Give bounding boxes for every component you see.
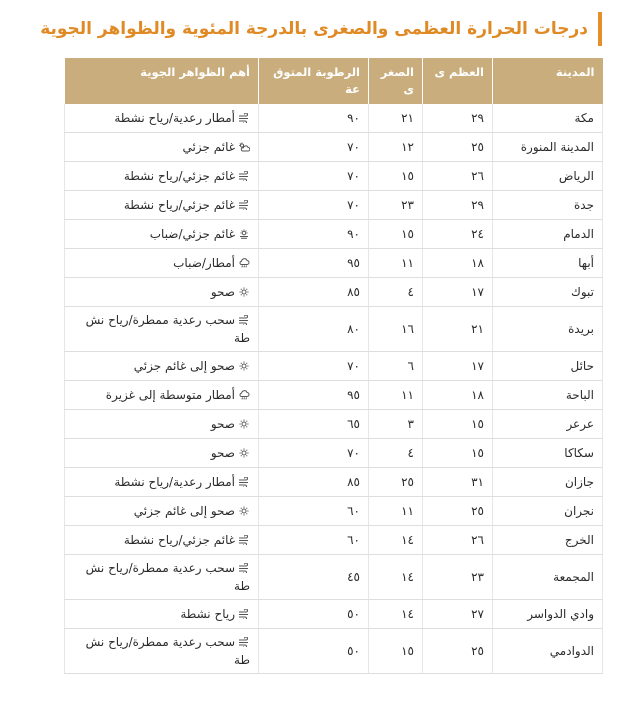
weather-text: غائم جزئي/رياح نشطة xyxy=(123,198,235,212)
max-cell: ١٧ xyxy=(423,278,493,307)
min-cell: ١٢ xyxy=(369,133,423,162)
humidity-cell: ٩٠ xyxy=(259,220,369,249)
table-row xyxy=(65,352,603,381)
max-cell: ٢٦ xyxy=(423,162,493,191)
table-row xyxy=(65,439,603,468)
city-cell: الباحة xyxy=(493,381,603,410)
min-cell: ٦ xyxy=(369,352,423,381)
humidity-cell: ٨٥ xyxy=(259,278,369,307)
min-cell: ١١ xyxy=(369,497,423,526)
table-row xyxy=(65,278,603,307)
humidity-cell: ٥٠ xyxy=(259,629,369,674)
city-cell: حائل xyxy=(493,352,603,381)
sun-icon xyxy=(238,419,250,429)
rain-cloud-icon xyxy=(238,258,250,268)
city-cell: وادي الدواسر xyxy=(493,600,603,629)
wind-icon xyxy=(238,609,250,619)
humidity-cell: ٧٠ xyxy=(259,352,369,381)
humidity-cell: ٩٥ xyxy=(259,249,369,278)
header-weather: أهم الظواهر الجوية xyxy=(65,58,259,104)
table-row xyxy=(65,410,603,439)
max-cell: ٢٣ xyxy=(423,555,493,600)
header-min: الصغر ى xyxy=(369,58,423,104)
weather-text: غائم جزئي/رياح نشطة xyxy=(123,533,235,547)
max-cell: ١٥ xyxy=(423,410,493,439)
weather-text: غائم جزئي xyxy=(182,140,235,154)
city-cell: تبوك xyxy=(493,278,603,307)
weather-cell xyxy=(65,439,259,468)
table-row xyxy=(65,600,603,629)
sun-icon xyxy=(238,361,250,371)
table-row xyxy=(65,104,603,133)
weather-cell xyxy=(65,497,259,526)
table-row xyxy=(65,629,603,674)
weather-text: أمطار رعدية/رياح نشطة xyxy=(114,111,235,125)
max-cell: ٢٧ xyxy=(423,600,493,629)
wind-icon xyxy=(238,563,250,573)
max-cell: ٢٥ xyxy=(423,497,493,526)
wind-icon xyxy=(238,637,250,647)
weather-cell xyxy=(65,381,259,410)
min-cell: ٤ xyxy=(369,278,423,307)
weather-text: صحو إلى غائم جزئي xyxy=(133,504,235,518)
table-row xyxy=(65,381,603,410)
partly-cloudy-icon xyxy=(238,142,250,152)
wind-icon xyxy=(238,535,250,545)
weather-text: أمطار رعدية/رياح نشطة xyxy=(114,475,235,489)
page-title xyxy=(42,12,602,46)
weather-text: أمطار متوسطة إلى غزيرة xyxy=(105,388,235,402)
weather-cell xyxy=(65,278,259,307)
weather-text: رياح نشطة xyxy=(180,607,235,621)
weather-cell xyxy=(65,307,259,352)
humidity-cell: ٧٠ xyxy=(259,439,369,468)
weather-cell xyxy=(65,410,259,439)
table-row xyxy=(65,307,603,352)
humidity-cell: ٩٠ xyxy=(259,104,369,133)
weather-cell xyxy=(65,352,259,381)
city-cell: أبها xyxy=(493,249,603,278)
humidity-cell: ٦٠ xyxy=(259,526,369,555)
humidity-cell: ٥٠ xyxy=(259,600,369,629)
max-cell: ٢٥ xyxy=(423,133,493,162)
max-cell: ١٨ xyxy=(423,381,493,410)
min-cell: ٢٣ xyxy=(369,191,423,220)
max-cell: ١٧ xyxy=(423,352,493,381)
sun-icon xyxy=(238,506,250,516)
city-cell: الدمام xyxy=(493,220,603,249)
weather-text: أمطار/ضباب xyxy=(173,256,235,270)
weather-cell xyxy=(65,220,259,249)
min-cell: ٢٥ xyxy=(369,468,423,497)
title-accent-bar xyxy=(598,12,602,46)
min-cell: ١٤ xyxy=(369,555,423,600)
min-cell: ١٤ xyxy=(369,526,423,555)
min-cell: ١١ xyxy=(369,249,423,278)
city-cell: الخرج xyxy=(493,526,603,555)
weather-text: غائم جزئي/رياح نشطة xyxy=(123,169,235,183)
weather-text: غائم جزئي/ضباب xyxy=(149,227,235,241)
max-cell: ٣١ xyxy=(423,468,493,497)
min-cell: ٣ xyxy=(369,410,423,439)
city-cell: المدينة المنورة xyxy=(493,133,603,162)
sun-icon xyxy=(238,448,250,458)
rain-cloud-icon xyxy=(238,390,250,400)
humidity-cell: ٧٠ xyxy=(259,191,369,220)
weather-text: سحب رعدية ممطرة/رياح نش طة xyxy=(85,561,250,593)
weather-text: صحو xyxy=(210,285,235,299)
humidity-cell: ٨٠ xyxy=(259,307,369,352)
wind-icon xyxy=(238,315,250,325)
min-cell: ١٥ xyxy=(369,629,423,674)
header-city: المدينة xyxy=(493,58,603,104)
weather-text: صحو xyxy=(210,417,235,431)
weather-cell xyxy=(65,133,259,162)
max-cell: ٢٩ xyxy=(423,191,493,220)
min-cell: ١٤ xyxy=(369,600,423,629)
weather-cell xyxy=(65,526,259,555)
city-cell: عرعر xyxy=(493,410,603,439)
weather-cell xyxy=(65,600,259,629)
max-cell: ١٥ xyxy=(423,439,493,468)
table-row xyxy=(65,249,603,278)
humidity-cell: ٧٠ xyxy=(259,162,369,191)
table-row xyxy=(65,220,603,249)
table-row xyxy=(65,468,603,497)
humidity-cell: ٤٥ xyxy=(259,555,369,600)
weather-cell xyxy=(65,555,259,600)
header-humidity: الرطوبة المتوق عة xyxy=(259,58,369,104)
weather-text: صحو إلى غائم جزئي xyxy=(133,359,235,373)
city-cell: جازان xyxy=(493,468,603,497)
city-cell: بريدة xyxy=(493,307,603,352)
humidity-cell: ٩٥ xyxy=(259,381,369,410)
table-row xyxy=(65,191,603,220)
min-cell: ١٥ xyxy=(369,220,423,249)
table-row xyxy=(65,526,603,555)
max-cell: ٢١ xyxy=(423,307,493,352)
weather-text: سحب رعدية ممطرة/رياح نش طة xyxy=(85,313,250,345)
city-cell: الدوادمي xyxy=(493,629,603,674)
max-cell: ٢٩ xyxy=(423,104,493,133)
sun-icon xyxy=(238,287,250,297)
wind-icon xyxy=(238,171,250,181)
city-cell: المجمعة xyxy=(493,555,603,600)
weather-cell xyxy=(65,629,259,674)
weather-cell xyxy=(65,162,259,191)
max-cell: ٢٥ xyxy=(423,629,493,674)
weather-table xyxy=(64,58,603,674)
city-cell: الرياض xyxy=(493,162,603,191)
page-title-text: درجات الحرارة العظمى والصغرى بالدرجة المئوية والظواهر الجوية xyxy=(40,19,588,39)
wind-icon xyxy=(238,113,250,123)
city-cell: مكة xyxy=(493,104,603,133)
table-row xyxy=(65,497,603,526)
city-cell: سكاكا xyxy=(493,439,603,468)
max-cell: ٢٦ xyxy=(423,526,493,555)
max-cell: ٢٤ xyxy=(423,220,493,249)
table-row xyxy=(65,555,603,600)
weather-cell xyxy=(65,468,259,497)
fog-sun-icon xyxy=(238,229,250,239)
humidity-cell: ٦٥ xyxy=(259,410,369,439)
weather-cell xyxy=(65,104,259,133)
min-cell: ١٥ xyxy=(369,162,423,191)
table-row xyxy=(65,162,603,191)
city-cell: جدة xyxy=(493,191,603,220)
weather-text: سحب رعدية ممطرة/رياح نش طة xyxy=(85,635,250,667)
humidity-cell: ٦٠ xyxy=(259,497,369,526)
wind-icon xyxy=(238,477,250,487)
header-max: العظم ى xyxy=(423,58,493,104)
table-row xyxy=(65,133,603,162)
weather-cell xyxy=(65,249,259,278)
humidity-cell: ٧٠ xyxy=(259,133,369,162)
max-cell: ١٨ xyxy=(423,249,493,278)
city-cell: نجران xyxy=(493,497,603,526)
weather-cell xyxy=(65,191,259,220)
table-header-row xyxy=(65,58,603,104)
min-cell: ٢١ xyxy=(369,104,423,133)
wind-icon xyxy=(238,200,250,210)
min-cell: ١١ xyxy=(369,381,423,410)
min-cell: ٤ xyxy=(369,439,423,468)
min-cell: ١٦ xyxy=(369,307,423,352)
humidity-cell: ٨٥ xyxy=(259,468,369,497)
weather-text: صحو xyxy=(210,446,235,460)
